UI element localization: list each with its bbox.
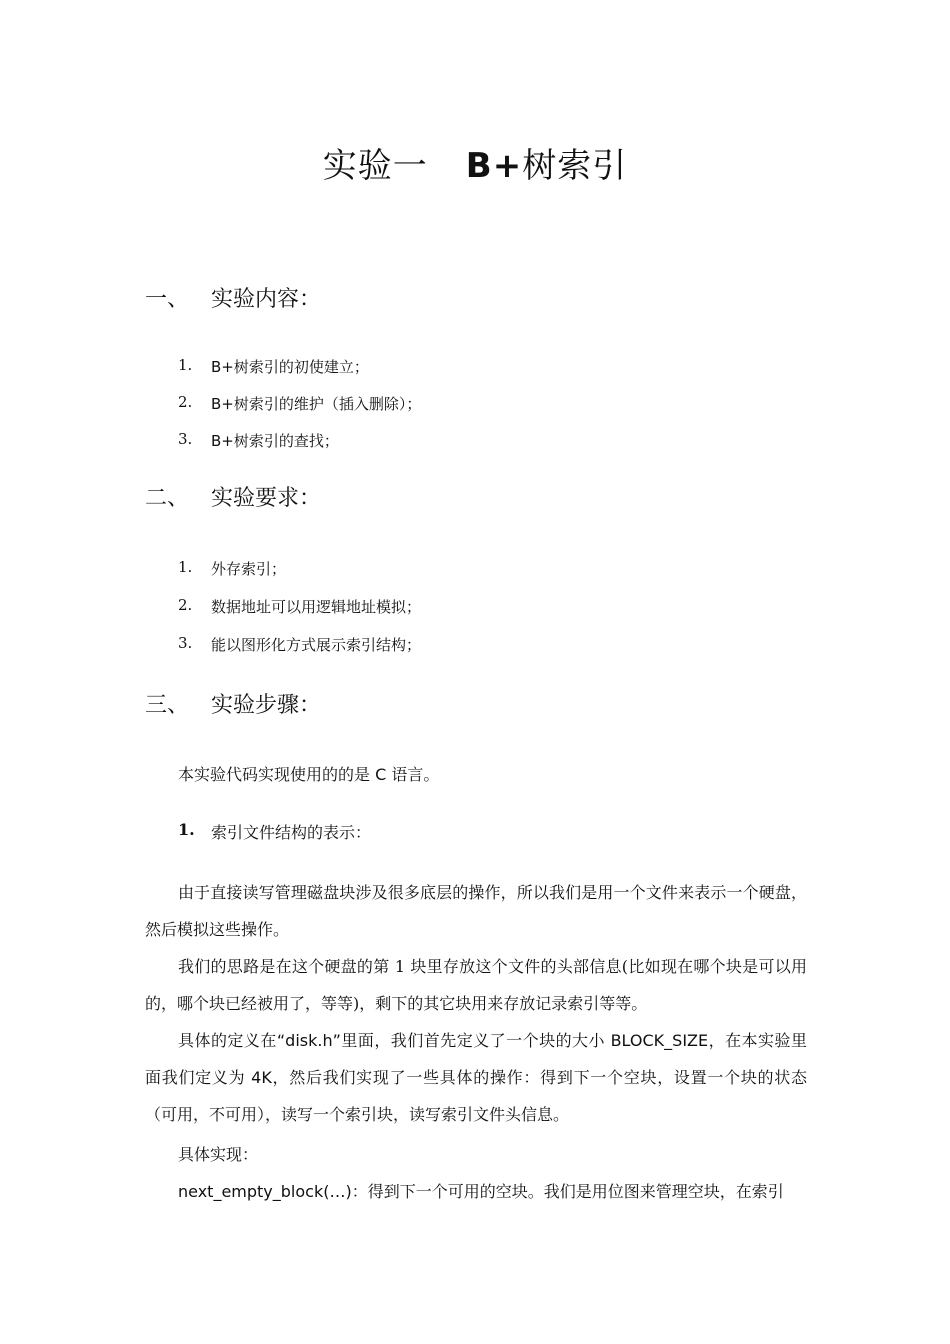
file-name: “disk.h” [276,1031,341,1050]
subsection-title: 索引文件结构的表示： [211,823,372,842]
list-item-number: 1. [178,558,193,576]
intro-paragraph [178,762,439,785]
function-description [178,1179,784,1202]
paragraph: 我们的思路是在这个硬盘的第 1 块里存放这个文件的头部信息(比如现在哪个块是可以用的，哪个块已经被用了，等等)，剩下的其它块用来存放记录索引等等。 [145,957,807,1013]
subsection-number: 1. [178,820,195,839]
section-2-number: 二、 [145,486,190,511]
constant-name: BLOCK_SIZE [610,1031,709,1050]
list-item-number: 3. [178,634,193,652]
title-bplus: B+ [465,146,523,186]
section-3-number: 三、 [145,693,190,718]
section-2-heading: 实验要求： [211,486,322,511]
list-item-number: 3. [178,430,193,448]
list-item [211,356,369,377]
intro-text: 本实验代码实现使用的的是 [178,765,376,784]
section-1-heading: 实验内容： [211,287,322,312]
function-text: ：得到下一个可用的空块。我们是用位图来管理空块，在索引 [351,1182,784,1201]
list-item [211,430,339,451]
list-item-prefix: B+ [211,432,234,450]
list-item-text: 树索引的查找； [233,432,339,450]
title-main: 实验一 [322,146,428,186]
section-1-number: 一、 [145,287,190,312]
paragraph-text: ，然后我们实现了一些具体的操作：得到下一个空块，设置一个块的状态（可用，不可用），读写一个索引块，读写索引文件头信息。 [145,1068,807,1124]
list-item-text: 数据地址可以用逻辑地址模拟； [211,598,422,616]
paragraph-text: 里面，我们首先定义了一个块的大小 [340,1031,611,1050]
paragraph-text: 具体的定义在 [178,1031,277,1050]
section-3-heading: 实验步骤： [211,693,322,718]
list-item-text: 树索引的初使建立； [233,358,369,376]
list-item-prefix: B+ [211,395,234,413]
list-item-text: 外存索引； [211,560,287,578]
list-item [211,393,421,414]
list-item-text: 树索引的维护（插入删除）； [233,395,422,413]
function-name: next_empty_block(…) [178,1182,352,1201]
page-title [0,138,950,187]
list-item-number: 1. [178,356,193,374]
list-item-text: 能以图形化方式展示索引结构； [211,636,422,654]
impl-label: 具体实现： [178,1145,259,1164]
paragraph: 由于直接读写管理磁盘块涉及很多底层的操作，所以我们是用一个文件来表示一个硬盘，然后模拟这些操作。 [145,883,807,939]
language-name: C [375,765,387,784]
title-rest: 树索引 [522,146,628,186]
list-item-prefix: B+ [211,358,234,376]
paragraph-text: ，在本实验里面我们定义为 [145,1031,807,1087]
list-item-number: 2. [178,596,193,614]
size-value: 4K [251,1068,272,1087]
intro-text-end: 语言。 [386,765,440,784]
paragraph [145,1022,807,1133]
list-item-number: 2. [178,393,193,411]
